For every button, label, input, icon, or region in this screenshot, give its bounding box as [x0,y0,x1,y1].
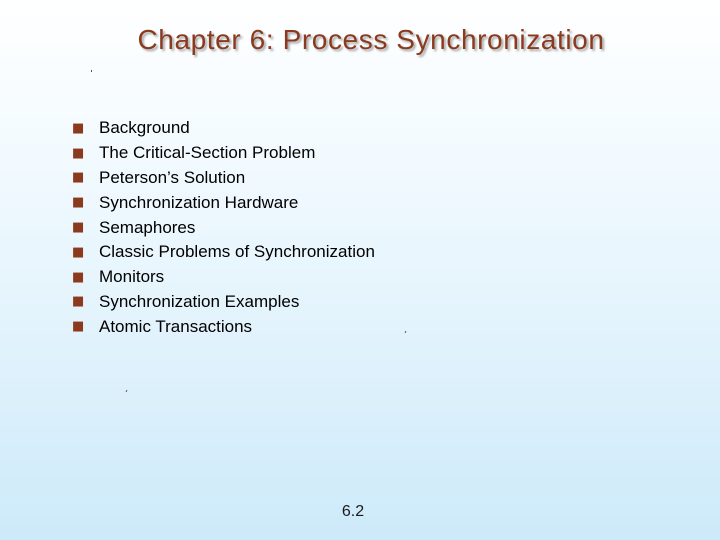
bullet-list [72,116,375,339]
slide-title: Chapter 6: Process Synchronization [137,24,605,55]
bullet-text: Synchronization Hardware [99,192,299,212]
list-item [72,116,375,141]
page-number: 6.2 [341,503,365,520]
list-item [72,215,375,240]
square-bullet-icon [72,196,99,209]
decorative-speck [91,70,92,72]
list-item [72,190,375,215]
bullet-text: Classic Problems of Synchronization [99,242,375,262]
bullet-text: Monitors [99,267,165,287]
bullet-text: The Critical-Section Problem [99,143,316,163]
bullet-text: Peterson’s Solution [99,167,246,187]
square-bullet-icon [72,147,99,160]
square-bullet-icon [72,221,99,234]
square-bullet-icon [72,295,99,308]
square-bullet-icon [72,122,99,135]
square-bullet-icon [72,320,99,333]
list-item [72,141,375,166]
list-item [72,166,375,191]
decorative-speck [126,390,128,392]
bullet-text: Background [99,118,190,138]
list-item [72,240,375,265]
bullet-text: Synchronization Examples [99,291,300,311]
list-item [72,290,375,315]
decorative-speck [405,331,407,333]
bullet-text: Atomic Transactions [99,316,253,336]
square-bullet-icon [72,271,99,284]
square-bullet-icon [72,171,99,184]
bullet-text: Semaphores [99,217,196,237]
list-item [72,314,375,339]
square-bullet-icon [72,246,99,259]
list-item [72,265,375,290]
